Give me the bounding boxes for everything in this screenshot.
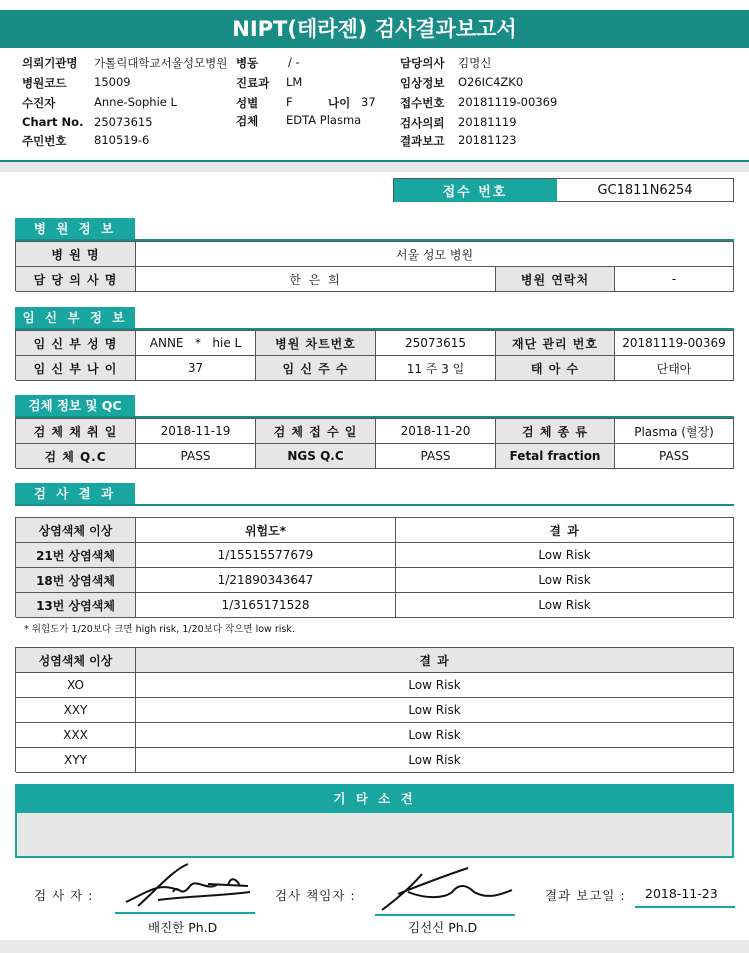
mgmt-value: 20181119-00369 — [615, 331, 734, 356]
header-label: 담당의사 — [400, 56, 445, 70]
report-title: NIPT(테라젠) 검사결과보고서 — [0, 10, 749, 48]
header-value: 810519-6 — [94, 133, 150, 147]
header-value: 20181123 — [458, 133, 517, 147]
header-value: 20181119-00369 — [458, 95, 558, 109]
table-row-risk: 1/15515577679 — [136, 543, 396, 568]
table-row-risk: 1/21890343647 — [136, 568, 396, 593]
receipt-label: 접수 번호 — [394, 179, 557, 202]
chart-label: 병원 차트번호 — [256, 331, 376, 356]
chart-value: 25073615 — [376, 331, 496, 356]
hospital-table — [15, 241, 734, 291]
weeks-value: 11 주 3 일 — [376, 356, 496, 381]
weeks-label: 임 신 주 수 — [256, 356, 376, 381]
doctor-label: 담 당 의 사 명 — [16, 267, 136, 292]
pregnant-age-value: 37 — [136, 356, 256, 381]
examiner-sign-line — [115, 912, 255, 914]
header-label: 수진자 — [22, 96, 56, 110]
table-row-name: XYY — [16, 748, 136, 773]
contact-label: 병원 연락처 — [496, 267, 615, 292]
sex-result-col-header: 결 과 — [136, 648, 734, 673]
table-row-result: Low Risk — [136, 748, 734, 773]
age-value: 37 — [361, 95, 376, 109]
specimen-table — [15, 418, 734, 468]
pregnant-age-label: 임 신 부 나 이 — [16, 356, 136, 381]
pregnant-name-value: ANNE * hie L — [136, 331, 256, 356]
header-label: 의뢰기관명 — [22, 56, 78, 70]
other-comments-box — [15, 784, 734, 858]
contact-value: - — [615, 267, 734, 292]
header-value: 25073615 — [94, 115, 153, 129]
header-label: 접수번호 — [400, 96, 445, 110]
chief-name: 김선신 Ph.D — [408, 920, 478, 935]
risk-note: * 위험도가 1/20보다 크면 high risk, 1/20보다 작으면 low risk. — [24, 624, 295, 635]
header-value: O26IC4ZK0 — [458, 75, 524, 89]
header-label: 주민번호 — [22, 134, 67, 148]
other-comments-header: 기 타 소 견 — [17, 786, 732, 812]
collect-label: 검 체 채 취 일 — [16, 419, 136, 444]
autosome-col-header: 상염색체 이상 — [16, 518, 136, 543]
ff-value: PASS — [615, 444, 734, 469]
mgmt-label: 재단 관리 번호 — [496, 331, 615, 356]
header-value: EDTA Plasma — [286, 113, 362, 127]
collect-value: 2018-11-19 — [136, 419, 256, 444]
other-comments-body — [17, 812, 732, 856]
header-value: 가톨릭대학교서울성모병원 — [94, 56, 228, 70]
receipt-value: GC1811N6254 — [557, 179, 734, 202]
header-label: 성별 — [236, 96, 259, 110]
receipt-box — [393, 178, 734, 202]
section-specimen: 검체 정보 및 QC — [15, 395, 135, 417]
header-label: 병원코드 — [22, 76, 67, 90]
type-label: 검 체 종 류 — [496, 419, 615, 444]
chief-sign-line — [375, 914, 515, 916]
chief-label: 검사 책임자 : — [275, 888, 356, 903]
table-row-result: Low Risk — [136, 723, 734, 748]
examiner-signature — [118, 862, 258, 912]
header-value: 20181119 — [458, 115, 517, 129]
header-value: Anne-Sophie L — [94, 95, 177, 109]
header-label: 진료과 — [236, 76, 270, 90]
header-value: LM — [286, 75, 303, 89]
ngs-value: PASS — [376, 444, 496, 469]
table-row-risk: 1/3165171528 — [136, 593, 396, 618]
grey-band — [0, 162, 749, 172]
risk-col-header: 위험도* — [136, 518, 396, 543]
table-row-name: XO — [16, 673, 136, 698]
table-row-result: Low Risk — [396, 593, 734, 618]
sex-col-header: 성염색체 이상 — [16, 648, 136, 673]
ff-label: Fetal fraction — [496, 444, 615, 469]
header-label: Chart No. — [22, 115, 84, 129]
table-row-name: 18번 상염색체 — [16, 568, 136, 593]
header-label: 결과보고 — [400, 134, 445, 148]
table-row-result: Low Risk — [396, 568, 734, 593]
report-date-label: 결과 보고일 : — [545, 888, 626, 903]
table-row-result: Low Risk — [136, 673, 734, 698]
type-value: Plasma (혈장) — [615, 419, 734, 444]
hospital-name-label: 병 원 명 — [16, 242, 136, 267]
table-row-name: 13번 상염색체 — [16, 593, 136, 618]
table-row-name: XXY — [16, 698, 136, 723]
report-date-value: 2018-11-23 — [645, 886, 718, 901]
bottom-band — [0, 940, 749, 953]
section-line — [15, 504, 734, 506]
header-label: 검체 — [236, 114, 259, 128]
section-hospital: 병 원 정 보 — [15, 218, 135, 240]
chief-signature — [378, 864, 518, 914]
receive-label: 검 체 접 수 일 — [256, 419, 376, 444]
fetus-label: 태 아 수 — [496, 356, 615, 381]
sex-chromosome-table — [15, 647, 734, 772]
fetus-value: 단태아 — [615, 356, 734, 381]
qc-value: PASS — [136, 444, 256, 469]
age-label: 나이 — [328, 96, 351, 110]
section-pregnant: 임 신 부 정 보 — [15, 307, 135, 329]
table-row-name: 21번 상염색체 — [16, 543, 136, 568]
examiner-name: 배진한 Ph.D — [148, 920, 218, 935]
table-row-result: Low Risk — [396, 543, 734, 568]
result-col-header: 결 과 — [396, 518, 734, 543]
table-row-name: XXX — [16, 723, 136, 748]
header-value: 김명신 — [458, 56, 492, 70]
examiner-label: 검 사 자 : — [34, 888, 94, 903]
header-label: 임상정보 — [400, 76, 445, 90]
header-label: 병동 — [236, 56, 259, 70]
qc-label: 검 체 Q.C — [16, 444, 136, 469]
autosome-table — [15, 517, 734, 617]
doctor-value: 한 은 희 — [136, 267, 496, 292]
table-row-result: Low Risk — [136, 698, 734, 723]
section-results: 검 사 결 과 — [15, 483, 135, 505]
header-label: 검사의뢰 — [400, 116, 445, 130]
header-value: / - — [288, 55, 300, 69]
ngs-label: NGS Q.C — [256, 444, 376, 469]
pregnant-name-label: 임 신 부 성 명 — [16, 331, 136, 356]
hospital-name-value: 서울 성모 병원 — [136, 242, 734, 267]
pregnant-table — [15, 330, 734, 380]
report-date-line — [635, 906, 735, 908]
header-value: 15009 — [94, 75, 131, 89]
header-value: F — [286, 95, 293, 109]
receive-value: 2018-11-20 — [376, 419, 496, 444]
